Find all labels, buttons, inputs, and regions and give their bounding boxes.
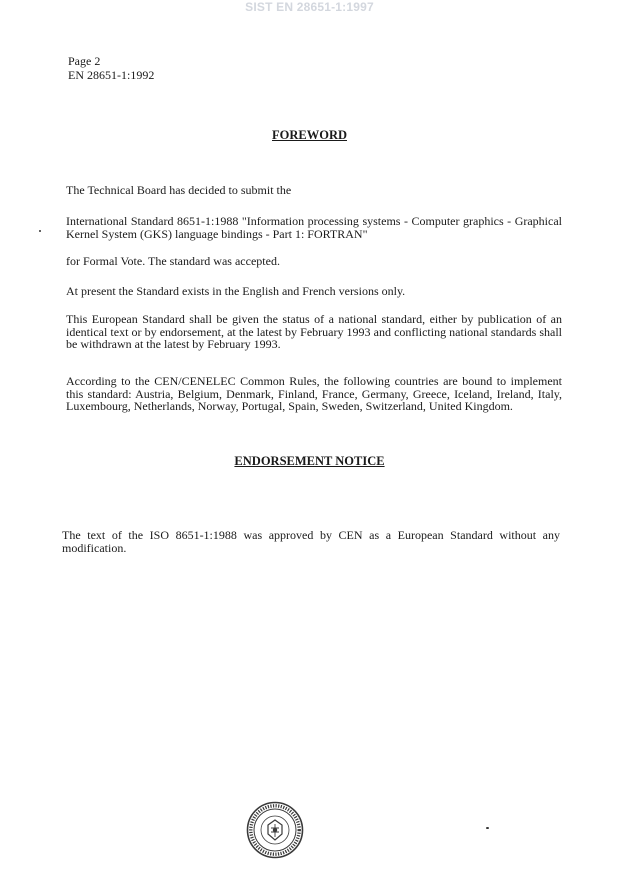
foreword-paragraph-2: International Standard 8651-1:1988 "Information processing systems - Computer graphics - Graphical Kernel System (GKS) language bindings - Part 1: FORTRAN" xyxy=(66,214,562,241)
official-seal-icon xyxy=(246,801,304,859)
endorsement-paragraph: The text of the ISO 8651-1:1988 was approved by CEN as a European Standard without any modification. xyxy=(62,528,560,555)
foreword-paragraph-4: At present the Standard exists in the English and French versions only. xyxy=(66,284,406,298)
scan-speck xyxy=(486,827,489,829)
foreword-paragraph-3: for Formal Vote. The standard was accepted. xyxy=(66,254,280,268)
endorsement-heading: ENDORSEMENT NOTICE xyxy=(234,454,385,468)
foreword-heading: FOREWORD xyxy=(272,128,347,142)
scan-speck xyxy=(39,230,41,232)
foreword-paragraph-5: This European Standard shall be given the status of a national standard, either by publication of an identical text or by endorsement, at the latest by February 1993 and conflicting national standards shall be withdrawn at the latest by February 1993. xyxy=(66,312,562,351)
page-header xyxy=(68,54,154,82)
foreword-paragraph-1: The Technical Board has decided to submit the xyxy=(66,183,292,197)
foreword-paragraph-6: According to the CEN/CENELEC Common Rules, the following countries are bound to implement this standard: Austria, Belgium, Denmark, Finland, France, Germany, Greece, Iceland, Ireland, Italy, Luxembourg, Netherlands, Norway, Portugal, Spain, Sweden, Switzerland, United Kingdom. xyxy=(66,374,562,413)
watermark: SIST EN 28651-1:1997 xyxy=(245,0,374,14)
document-id: EN 28651-1:1992 xyxy=(68,68,155,82)
page-number: Page 2 xyxy=(68,54,101,68)
